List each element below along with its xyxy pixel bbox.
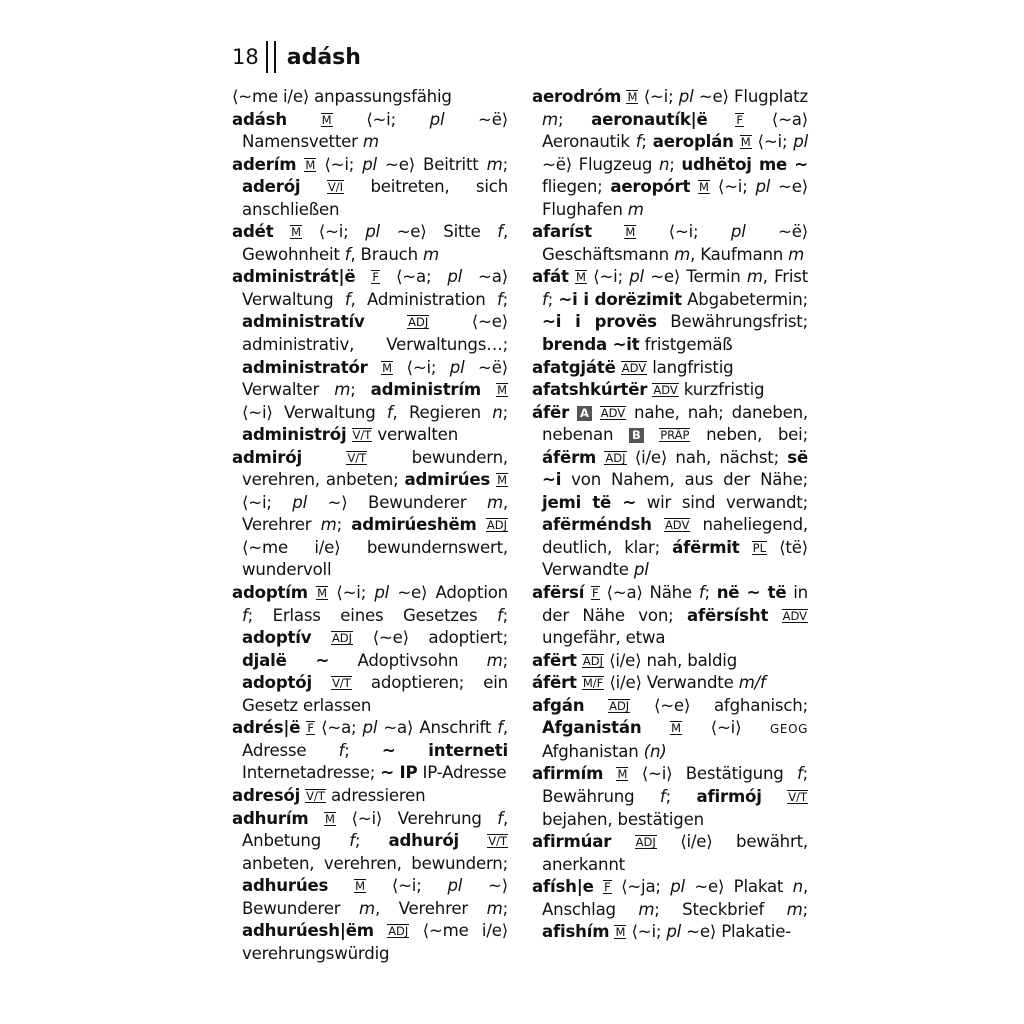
headword: adhurúesh|ëm: [242, 921, 374, 941]
dictionary-entry: adhurím M ⟨~i⟩ Verehrung f, Anbetung f; adhurój V/T anbeten, verehren, bewundern; adhurúes M ⟨~i; pl ~⟩ Bewunderer m, Verehrer m; adhurúesh|ëm ADJ ⟨~me i/e⟩ verehrungswürdig: [232, 808, 509, 963]
headword: adhurúes: [242, 876, 329, 896]
headword: afísh|e: [532, 877, 594, 897]
dictionary-entry: afirmúar ADJ ⟨i/e⟩ bewährt, anerkannt: [532, 832, 809, 874]
page-number: 18: [232, 45, 259, 69]
headword: adhurój: [388, 831, 460, 851]
headword: në ~ të: [716, 583, 787, 603]
headword: adoptív: [242, 628, 312, 648]
headword: brenda ~it: [542, 335, 640, 355]
grammar-label: M: [321, 112, 332, 127]
headword: aeroplán: [652, 132, 734, 152]
headword: afatshkúrtër: [532, 380, 648, 400]
headword: afirmím: [532, 764, 604, 784]
grammar-label: M: [671, 721, 682, 736]
grammar-label: ADV: [664, 518, 690, 533]
grammar-label: M: [291, 225, 302, 240]
headword: adoptím: [232, 583, 308, 603]
dictionary-entry: afërt ADJ ⟨i/e⟩ nah, baldig: [532, 650, 738, 670]
dictionary-entry: administrát|ë F ⟨~a; pl ~a⟩ Verwaltung f, Administration f; administratív ADJ ⟨~e⟩ administrativ, Verwaltungs…; administratór M ⟨~i; pl ~ë⟩ Verwalter m; administrím M ⟨~i⟩ Verwaltung f, Regieren n; administrój V/T verwalten: [232, 267, 508, 445]
grammar-label: M: [740, 135, 751, 150]
subject-label: GEOG: [769, 722, 809, 737]
dictionary-entry: admirój V/T bewundern, verehren, anbeten; admirúes M ⟨~i; pl ~⟩ Bewunderer m, Verehrer m; admirúeshëm ADJ ⟨~me i/e⟩ bewundernswert, wundervoll: [232, 447, 508, 580]
headword: afát: [532, 267, 569, 287]
headword: admirój: [232, 447, 302, 467]
headword: adrés|ë: [232, 718, 301, 738]
grammar-label: V/T: [352, 428, 372, 443]
headword: udhëtoj me ~: [681, 154, 808, 174]
grammar-label: ADJ: [331, 631, 353, 646]
headword: aerodróm: [532, 87, 622, 106]
grammar-label: V/T: [788, 789, 807, 804]
grammar-label: M: [627, 90, 638, 104]
headword: aderój: [242, 177, 301, 197]
headword: Afganistán: [542, 718, 642, 738]
dictionary-entry: afát M ⟨~i; pl ~e⟩ Termin m, Frist f; ~i i dorëzimit Abgabetermin; ~i i provës Bewährungsfrist; brenda ~it fristgemäß: [532, 267, 809, 355]
dictionary-entry: afatgjátë ADV langfristig: [532, 357, 734, 377]
headword: afaríst: [532, 222, 592, 242]
grammar-label: V/T: [347, 450, 367, 465]
grammar-label: M: [355, 879, 365, 894]
headword: afishím: [542, 922, 610, 942]
grammar-label: M: [576, 270, 586, 285]
dictionary-entry: aderím M ⟨~i; pl ~e⟩ Beitritt m; aderój V/I beitreten, sich anschließen: [232, 154, 509, 219]
headword: administrím: [370, 380, 481, 400]
left-column: [232, 86, 508, 965]
headword: afgán: [532, 695, 585, 715]
dictionary-entry: afirmím M ⟨~i⟩ Bestätigung f; Bewährung f; afirmój V/T bejahen, bestätigen: [532, 764, 808, 829]
headword: aeropórt: [610, 177, 691, 197]
headword: ~i i dorëzimit: [558, 289, 682, 309]
headword: ~i i provës: [542, 312, 657, 332]
headword: administrój: [242, 425, 347, 445]
grammar-label: ADJ: [635, 835, 656, 850]
grammar-label: M: [497, 473, 507, 488]
section-marker: B: [629, 428, 644, 443]
dictionary-entry: afatshkúrtër ADV kurzfristig: [532, 380, 765, 400]
dictionary-entry: adét M ⟨~i; pl ~e⟩ Sitte f, Gewohnheit f, Brauch m: [232, 222, 509, 264]
grammar-label: M: [615, 925, 626, 940]
headword: aderím: [232, 154, 297, 174]
headword: adhurím: [232, 808, 309, 828]
headword: admirúes: [404, 470, 491, 490]
headword: áfër: [532, 402, 570, 422]
grammar-label: ADV: [600, 405, 626, 420]
headword: jemi të ~: [542, 492, 637, 512]
dictionary-entry: afgán ADJ ⟨~e⟩ afghanisch; Afganistán M ⟨~i⟩ GEOG Afghanistan (n): [532, 695, 809, 761]
grammar-label: V/I: [327, 180, 343, 195]
dictionary-entry: adoptím M ⟨~i; pl ~e⟩ Adoption f; Erlass eines Gesetzes f; adoptív ADJ ⟨~e⟩ adoptiert; djalë ~ Adoptivsohn m; adoptój V/T adoptieren; ein Gesetz erlassen: [232, 583, 509, 715]
headword: afërt: [532, 650, 577, 670]
headword: áfërm: [542, 447, 597, 467]
headword: afërsí: [532, 583, 585, 603]
dictionary-entry: afaríst M ⟨~i; pl ~ë⟩ Geschäftsmann m, Kaufmann m: [532, 222, 809, 264]
dictionary-entry: ⟨~me i/e⟩ anpassungsfähig: [232, 87, 452, 106]
headword: administrát|ë: [232, 267, 356, 287]
dictionary-entry: áfër A ADV nahe, nah; daneben, nebenan B PRÄP neben, bei; áfërm ADJ ⟨i/e⟩ nah, nächst; së ~i von Nahem, aus der Nähe; jemi të ~ wir sind verwandt; afërméndsh ADV naheliegend, deutlich, klar; áfërmit PL ⟨të⟩ Verwandte pl: [532, 402, 809, 580]
headword: ~ interneti: [381, 740, 509, 760]
headword: ~ IP: [380, 763, 418, 783]
grammar-label: F: [372, 270, 380, 285]
dictionary-entry: aerodróm M ⟨~i; pl ~e⟩ Flugplatz m; aeronautík|ë F ⟨~a⟩ Aeronautik f; aeroplán M ⟨~i; pl ~ë⟩ Flugzeug n; udhëtoj me ~ fliegen; aeropórt M ⟨~i; pl ~e⟩ Flughafen m: [532, 87, 809, 219]
double-bar-divider: [266, 41, 276, 73]
grammar-label: V/T: [306, 788, 325, 803]
grammar-label: ADV: [782, 608, 807, 623]
dictionary-entry: adásh M ⟨~i; pl ~ë⟩ Namensvetter m: [232, 109, 509, 152]
grammar-label: ADJ: [609, 698, 630, 713]
dictionary-entry: adrés|ë F ⟨~a; pl ~a⟩ Anschrift f, Adresse f; ~ interneti Internetadresse; ~ IP IP-Adresse: [232, 718, 509, 783]
headword: afirmój: [696, 786, 762, 806]
headword: adoptój: [242, 673, 312, 693]
grammar-label: F: [736, 112, 744, 127]
headword: áfërt: [532, 673, 577, 693]
dictionary-entry: afísh|e F ⟨~ja; pl ~e⟩ Plakat n, Anschlag m; Steckbrief m; afishím M ⟨~i; pl ~e⟩ Plakatie-: [532, 877, 809, 942]
headword: afërméndsh: [542, 515, 652, 535]
headword: adét: [232, 222, 274, 242]
headword: administratór: [242, 357, 368, 377]
grammar-label: M: [625, 225, 636, 240]
grammar-label: M: [325, 811, 335, 826]
headword: admirúeshëm: [351, 515, 477, 535]
dictionary-entry: adresój V/T adressieren: [232, 785, 426, 805]
grammar-label: M: [617, 767, 628, 782]
grammar-label: ADJ: [582, 653, 603, 668]
grammar-label: M: [382, 360, 393, 375]
headword: së ~i: [542, 447, 808, 490]
grammar-label: F: [592, 586, 599, 601]
right-column: [532, 86, 808, 944]
headword: áfërmit: [672, 537, 740, 557]
page-header: [232, 40, 361, 74]
dictionary-entry: afërsí F ⟨~a⟩ Nähe f; në ~ të in der Nähe von; afërsísht ADV ungefähr, etwa: [532, 583, 809, 648]
headword: afirmúar: [532, 832, 612, 852]
grammar-label: PRÄP: [660, 428, 690, 443]
headword: afërsísht: [686, 605, 769, 625]
grammar-label: M: [305, 157, 316, 172]
grammar-label: M: [317, 586, 328, 601]
grammar-label: F: [604, 880, 611, 895]
grammar-label: M: [699, 180, 709, 195]
section-marker: A: [577, 406, 592, 421]
headword: adresój: [232, 785, 301, 805]
grammar-label: PL: [752, 540, 766, 555]
grammar-label: M: [497, 383, 507, 398]
grammar-label: ADV: [621, 360, 647, 375]
grammar-label: F: [307, 721, 315, 736]
grammar-label: M/F: [582, 676, 604, 691]
headword: adásh: [232, 109, 287, 129]
grammar-label: ADJ: [388, 924, 409, 939]
grammar-label: V/T: [488, 834, 507, 849]
grammar-label: ADV: [653, 383, 678, 398]
headword: aeronautík|ë: [591, 109, 708, 129]
grammar-label: ADJ: [605, 450, 626, 465]
dictionary-entry: áfërt M/F ⟨i/e⟩ Verwandte m/f: [532, 673, 766, 693]
grammar-label: ADJ: [486, 518, 508, 533]
headword: administratív: [242, 312, 365, 332]
grammar-label: V/T: [332, 676, 351, 691]
headword: djalë ~: [242, 650, 330, 670]
grammar-label: ADJ: [408, 315, 429, 330]
running-headword: adásh: [286, 44, 361, 70]
headword: afatgjátë: [532, 357, 616, 377]
